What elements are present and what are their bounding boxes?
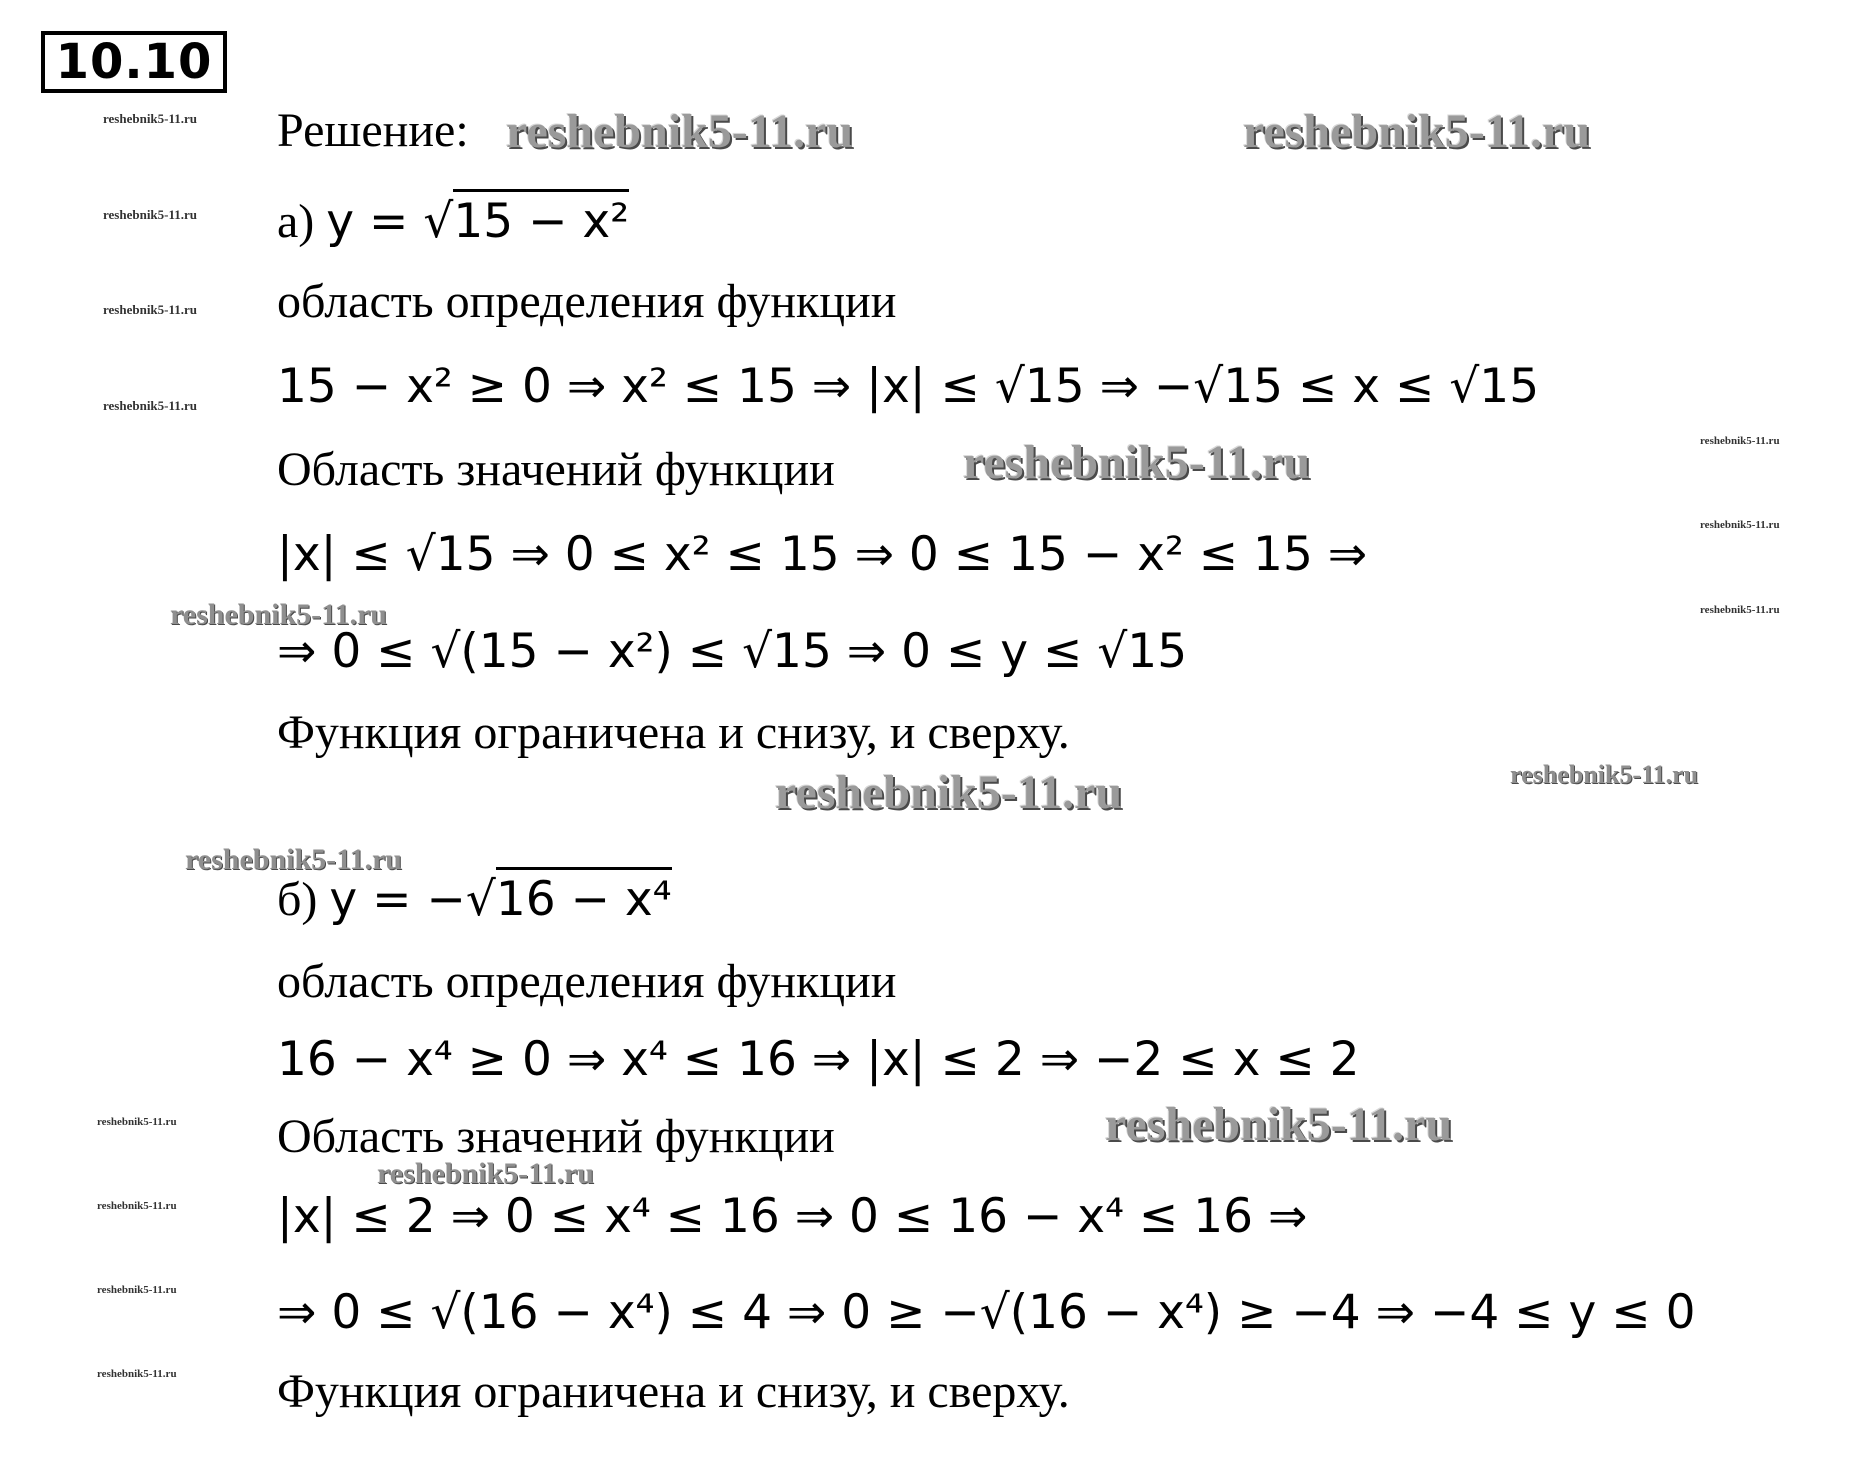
- part-a-conclusion: Функция ограничена и снизу, и сверху.: [277, 706, 1070, 759]
- watermark-small: reshebnik5-11.ru: [97, 1284, 177, 1296]
- part-b-domain-derivation: 16 − x⁴ ≥ 0 ⇒ x⁴ ≤ 16 ⇒ |x| ≤ 2 ⇒ −2 ≤ x ≤ 2: [277, 1032, 1360, 1087]
- part-b-label: б): [277, 873, 318, 926]
- part-a-range-line2: ⇒ 0 ≤ √(15 − x²) ≤ √15 ⇒ 0 ≤ y ≤ √15: [277, 624, 1188, 679]
- part-a-domain-derivation: 15 − x² ≥ 0 ⇒ x² ≤ 15 ⇒ |x| ≤ √15 ⇒ −√15 ≤ x ≤ √15: [277, 359, 1540, 414]
- watermark-medium: reshebnik5-11.ru: [185, 843, 402, 876]
- part-b-func-prefix: y = −: [329, 872, 466, 927]
- part-b-range-label: Область значений функции: [277, 1110, 835, 1163]
- part-b-range-line2: ⇒ 0 ≤ √(16 − x⁴) ≤ 4 ⇒ 0 ≥ −√(16 − x⁴) ≥ −4 ⇒ −4 ≤ y ≤ 0: [277, 1285, 1696, 1340]
- watermark-small: reshebnik5-11.ru: [97, 1200, 177, 1212]
- watermark-small: reshebnik5-11.ru: [97, 1116, 177, 1128]
- radical-sign: √: [465, 872, 496, 927]
- watermark-large: reshebnik5-11.ru: [1105, 1098, 1453, 1151]
- watermark-medium: reshebnik5-11.ru: [1510, 760, 1699, 789]
- watermark-large: reshebnik5-11.ru: [775, 766, 1123, 819]
- part-b-domain-label: область определения функции: [277, 955, 897, 1008]
- watermark-large: reshebnik5-11.ru: [506, 105, 854, 158]
- part-a-label: а): [277, 195, 315, 248]
- watermark-large: reshebnik5-11.ru: [963, 436, 1311, 489]
- part-a-function: [277, 192, 629, 252]
- part-a-range-line1: |x| ≤ √15 ⇒ 0 ≤ x² ≤ 15 ⇒ 0 ≤ 15 − x² ≤ 15 ⇒: [277, 527, 1368, 582]
- watermark-large: reshebnik5-11.ru: [1243, 105, 1591, 158]
- part-a-domain-label: область определения функции: [277, 275, 897, 328]
- watermark-small: reshebnik5-11.ru: [103, 111, 198, 126]
- watermark-small: reshebnik5-11.ru: [1700, 604, 1780, 616]
- part-a-range-label: Область значений функции: [277, 443, 835, 496]
- watermark-small: reshebnik5-11.ru: [1700, 519, 1780, 531]
- part-b-radicand: 16 − x⁴: [496, 867, 672, 927]
- watermark-small: reshebnik5-11.ru: [97, 1368, 177, 1380]
- watermark-small: reshebnik5-11.ru: [1700, 435, 1780, 447]
- watermark-small: reshebnik5-11.ru: [103, 207, 198, 222]
- part-b-range-line1: |x| ≤ 2 ⇒ 0 ≤ x⁴ ≤ 16 ⇒ 0 ≤ 16 − x⁴ ≤ 16 ⇒: [277, 1189, 1308, 1244]
- watermark-medium: reshebnik5-11.ru: [377, 1157, 594, 1190]
- solution-label: Решение:: [277, 104, 469, 157]
- part-b-function: [277, 870, 672, 930]
- part-a-radicand: 15 − x²: [453, 189, 629, 249]
- problem-number: 10.10: [41, 31, 227, 93]
- radical-sign: √: [423, 194, 454, 249]
- watermark-medium: reshebnik5-11.ru: [170, 598, 387, 631]
- part-b-conclusion: Функция ограничена и снизу, и сверху.: [277, 1365, 1070, 1418]
- watermark-small: reshebnik5-11.ru: [103, 302, 198, 317]
- part-a-func-prefix: y =: [326, 194, 424, 249]
- watermark-small: reshebnik5-11.ru: [103, 398, 198, 413]
